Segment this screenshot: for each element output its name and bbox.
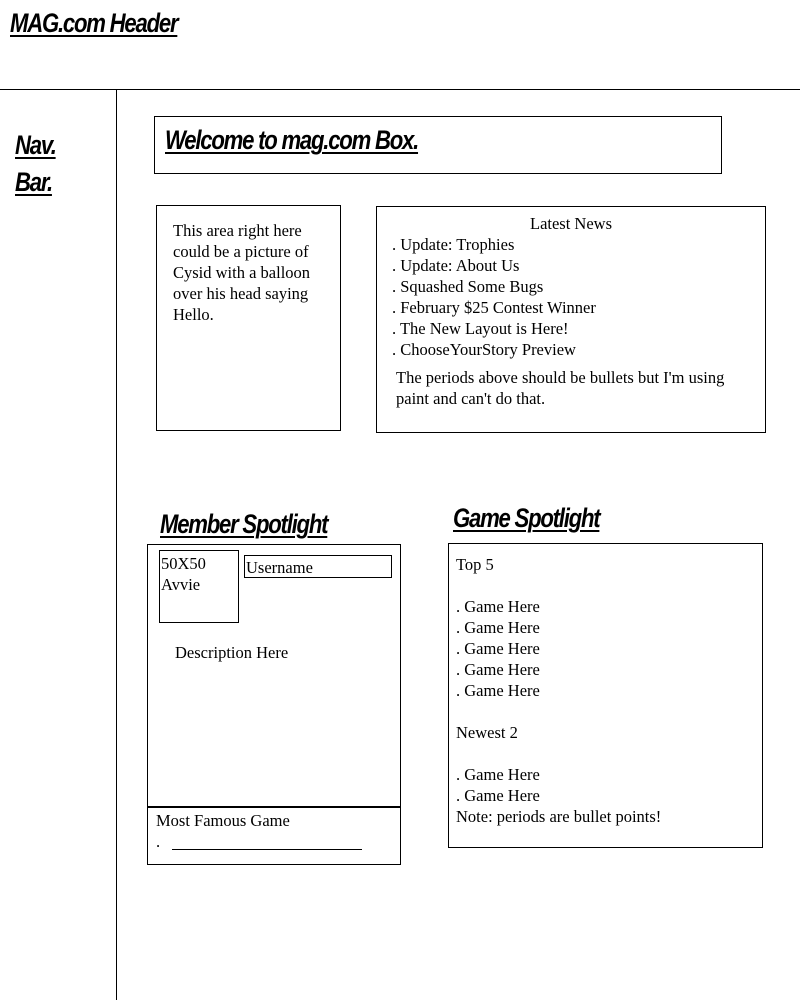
welcome-box	[154, 116, 722, 174]
top-game-item[interactable]: . Game Here	[456, 681, 540, 700]
news-note: The periods above should be bullets but I'm using paint and can't do that.	[396, 368, 725, 408]
game-spotlight-box	[448, 543, 763, 848]
news-item[interactable]: . February $25 Contest Winner	[392, 298, 596, 317]
news-item[interactable]: . Update: About Us	[392, 256, 520, 275]
member-spotlight-box	[147, 544, 401, 865]
header-divider	[0, 89, 800, 90]
nav-bar-label[interactable]: Nav. Bar.	[15, 130, 56, 197]
nav-divider	[116, 89, 117, 1000]
latest-news-title: Latest News	[529, 214, 613, 233]
member-description: Description Here	[175, 643, 289, 662]
famous-game-label: Most Famous Game	[156, 811, 290, 830]
picture-placeholder-text: This area right here could be a picture of Cysid with a balloon over his head saying Hello.	[173, 221, 311, 324]
member-spotlight-title: Member Spotlight	[160, 509, 328, 539]
news-item[interactable]: . Update: Trophies	[392, 235, 515, 254]
top-game-item[interactable]: . Game Here	[456, 639, 540, 658]
top-game-item[interactable]: . Game Here	[456, 618, 540, 637]
game-spotlight-note: Note: periods are bullet points!	[456, 807, 662, 826]
famous-game-bullet: .	[156, 832, 161, 851]
latest-news-box	[376, 206, 766, 433]
top-game-item[interactable]: . Game Here	[456, 597, 540, 616]
username-field[interactable]	[244, 555, 392, 578]
newest-games-label: Newest 2	[456, 723, 518, 742]
picture-placeholder	[156, 205, 341, 431]
news-item[interactable]: . Squashed Some Bugs	[392, 277, 544, 296]
newest-game-item[interactable]: . Game Here	[456, 765, 540, 784]
avatar[interactable]	[159, 550, 239, 623]
news-item[interactable]: . The New Layout is Here!	[392, 319, 569, 338]
game-spotlight-content	[456, 554, 661, 827]
newest-game-item[interactable]: . Game Here	[456, 786, 540, 805]
news-list	[392, 234, 596, 360]
game-spotlight-title: Game Spotlight	[453, 503, 600, 533]
news-item[interactable]: . ChooseYourStory Preview	[392, 340, 576, 359]
avatar-placeholder-text: 50X50 Avvie	[161, 554, 206, 594]
welcome-title: Welcome to mag.com Box.	[165, 125, 419, 155]
top-game-item[interactable]: . Game Here	[456, 660, 540, 679]
top-games-label: Top 5	[456, 555, 494, 574]
famous-game-link-placeholder[interactable]	[172, 849, 362, 850]
site-header-title[interactable]: MAG.com Header	[10, 8, 178, 38]
famous-game-divider	[148, 806, 400, 808]
username-text: Username	[246, 558, 313, 577]
